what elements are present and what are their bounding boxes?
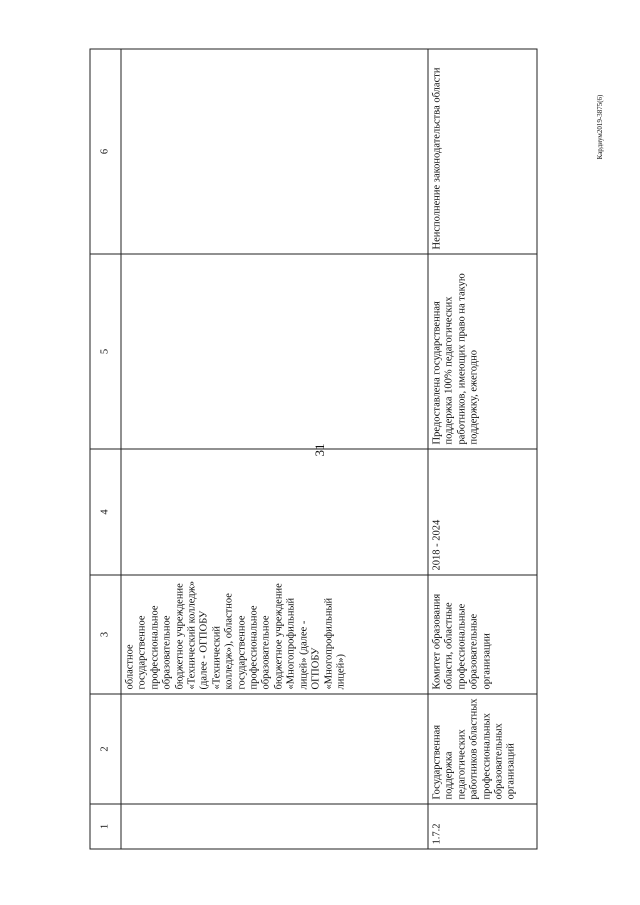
column-header-6: 6	[90, 49, 121, 254]
cell-result: Предоставлена государственная поддержка 100% педагогических работников, имеющих право на такую поддержку, ежегодно	[428, 254, 537, 449]
rotated-table-sheet	[90, 50, 537, 850]
cell-number: 1.7.2	[428, 804, 537, 849]
table-row	[121, 49, 428, 849]
column-header-2: 2	[90, 694, 121, 804]
cell-number	[121, 804, 428, 849]
cell-executor: областное государственное профессиональное образовательное бюджетное учреждение «Технический колледж» (далее - ОГПОБУ «Технический колледж»), областное государственное профессиональное образовательное бюджетное учреждение «Многопрофильный лицей» (далее - ОГПОБУ «Многопрофильный лицей»)	[121, 575, 428, 694]
cell-name: Государственная поддержка педагогических работников областных профессиональных образовательных организаций	[428, 694, 537, 804]
cell-name	[121, 694, 428, 804]
cell-period	[121, 449, 428, 575]
table-row	[428, 49, 537, 849]
column-header-5: 5	[90, 254, 121, 449]
cell-executor: Комитет образования области, областные профессиональные образовательные организации	[428, 575, 537, 694]
column-header-1: 1	[90, 804, 121, 849]
activity-table	[90, 49, 538, 850]
document-code: Кардиум2019-3875(6)	[596, 94, 604, 160]
cell-period: 2018 - 2024	[428, 449, 537, 575]
page-number: 31	[312, 443, 327, 457]
cell-result	[121, 254, 428, 449]
cell-risk	[121, 49, 428, 254]
column-header-3: 3	[90, 575, 121, 694]
cell-risk: Неисполнение законодательства области	[428, 49, 537, 254]
column-header-4: 4	[90, 449, 121, 575]
header-row	[90, 49, 121, 849]
